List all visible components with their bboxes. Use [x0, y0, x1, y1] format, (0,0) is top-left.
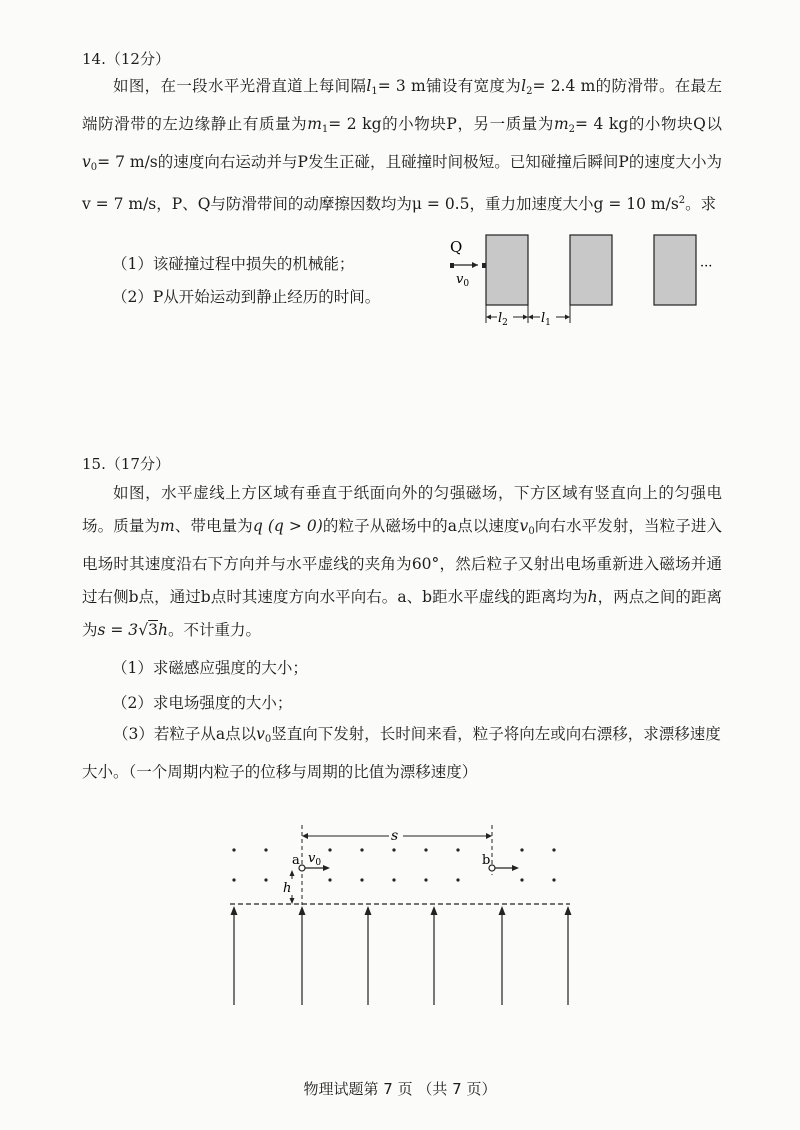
field-dot	[328, 878, 331, 881]
q14-text-5: 的小物块Q以	[628, 115, 722, 133]
q15-point-a	[299, 865, 305, 871]
q14-velocity-arrowhead	[472, 262, 478, 268]
q15-text-1: 如图，水平虚线上方区域有垂直于纸面向外的匀强磁场，下方区域有竖直向上的匀强电场。质量为	[82, 484, 722, 535]
q15-m: m	[160, 517, 175, 535]
q15-header	[82, 453, 170, 474]
q15-sub3-text-b: 竖直向下发射，长时间来看，粒子将向左或向右漂移，求漂移速度大小。（一个周期内粒子的位移与周期的比值为漂移速度）	[82, 725, 721, 781]
q14-text-3: 的防滑带。在最左端防滑带的左边缘静止有质量为	[82, 77, 722, 133]
field-arrow-head	[299, 906, 306, 915]
q14-strip-1	[486, 235, 528, 305]
q15-s-expr-a: s = 3	[97, 621, 139, 639]
q14-v0-value: = 7 m/s	[97, 153, 158, 171]
q15-text-2: 、带电量为	[174, 517, 253, 535]
field-dot	[552, 878, 555, 881]
q15-electric-field-arrows	[231, 906, 572, 1005]
q15-sub3: （3）若粒子从a点以$v_0$竖直向下发射，长时间来看，粒子将向左或向右漂移，求漂移速度大小。（一个周期内粒子的位移与周期的比值为漂移速度）	[82, 725, 721, 781]
page-footer: 物理试题第 7 页 （共 7 页）	[303, 1080, 497, 1098]
q14-dim-l1-left	[528, 315, 533, 320]
q15-number: 15.	[82, 455, 106, 473]
field-dot	[392, 848, 395, 851]
q14-sub2: （2）P从开始运动到静止经历的时间。	[112, 288, 381, 306]
q14-number: 14.	[82, 50, 106, 68]
q14-label-q: Q	[450, 238, 463, 256]
q14-l1-value: = 3 m	[377, 77, 426, 95]
q14-score: （12分）	[105, 50, 170, 68]
q15-s-expr-c: h	[157, 621, 168, 639]
q15-magnetic-field-dots	[232, 848, 555, 881]
q14-text-4: 的小物块P，另一质量为	[381, 115, 554, 133]
field-dot	[264, 878, 267, 881]
q15-label-a: a	[292, 853, 300, 868]
field-dot	[360, 848, 363, 851]
field-arrow-head	[431, 906, 438, 915]
field-dot	[328, 848, 331, 851]
field-dot	[232, 878, 235, 881]
q14-header	[82, 48, 170, 69]
q14-label-l2: $l_2$	[498, 311, 508, 328]
q15-sub2: （2）求电场强度的大小；	[112, 694, 293, 712]
q14-stem: 如图，在一段水平光滑直道上每间隔$l_1= 3$ m铺设有宽度为$l_2= 2.4$ m的防滑带。在最左端防滑带的左边缘静止有质量为$m_1= 2$ kg的小物块P，另一质量为$m_2= 4$ kg的小物块Q以$v_0= 7$ m/s的速度向右运动并与P发生正碰，且碰撞时间极短。已知碰撞后瞬间P的速度大小为v = 7 m/s，P、Q与防滑带间的动摩擦因数均为μ = 0.5，重力加速度大小g = 10 $m/s^2$。求	[82, 77, 722, 213]
q15-label-h: h	[283, 881, 292, 896]
q14-text-9: 。求	[685, 195, 717, 213]
q15-text-6: 。不计重力。	[167, 621, 261, 639]
q15-stem: 如图，水平虚线上方区域有垂直于纸面向外的匀强磁场，下方区域有竖直向上的匀强电场。质量为m、带电量为q (q > 0)的粒子从磁场中的a点以速度$v_0$向右水平发射，当粒子进入电场时其速度沿右下方向并与水平虚线的夹角为60°，然后粒子又射出电场重新进入磁场并通过右侧b点，通过b点时其速度方向水平向右。a、b距水平虚线的距离均为h，两点之间的距离为s = 3√3h。不计重力。	[82, 484, 722, 639]
q14-block-q	[450, 263, 454, 268]
q15-s-expr-b: 3	[148, 621, 158, 639]
q14-l2-value: = 2.4 m	[532, 77, 596, 95]
q14-label-l1: $l_1$	[541, 311, 551, 328]
field-dot	[360, 878, 363, 881]
field-arrow-head	[365, 906, 372, 915]
q14-g-value: g = 10 m/s	[593, 195, 679, 213]
q14-strip-2	[570, 235, 612, 305]
q15-label-v0: $v_0$	[308, 851, 322, 868]
q14-text-1: 如图，在一段水平光滑直道上每间隔	[113, 77, 367, 95]
q14-text-2: 铺设有宽度为	[425, 77, 522, 95]
field-dot	[520, 878, 523, 881]
q14-figure	[440, 225, 740, 335]
q15-score: （17分）	[105, 455, 170, 473]
field-arrow-head	[499, 906, 506, 915]
q15-dim-h-bottom	[290, 898, 295, 904]
field-arrow-head	[231, 906, 238, 915]
q15-sub1: （1）求磁感应强度的大小；	[112, 659, 308, 677]
q14-dim-l1-right	[565, 315, 570, 320]
field-dot	[392, 878, 395, 881]
q15-dim-h-top	[290, 870, 295, 876]
q14-text-7: ，P、Q与防滑带间的动摩擦因数均为	[156, 195, 412, 213]
q14-text-6: 的速度向右运动并与P发生正碰，且碰撞时间极短。已知碰撞后瞬间P的速度大小为	[157, 153, 722, 171]
q14-mu-value: μ = 0.5	[411, 195, 470, 213]
q14-v-value: v = 7 m/s	[82, 195, 157, 213]
q15-h: h	[587, 588, 598, 606]
q15-velocity-b-head	[512, 865, 519, 871]
q14-dim-l2-left	[486, 315, 491, 320]
q14-text-8: ，重力加速度大小	[469, 195, 594, 213]
field-dot	[456, 848, 459, 851]
q14-strip-3	[654, 235, 696, 305]
q14-dim-l2-right	[523, 315, 528, 320]
field-arrow-head	[565, 906, 572, 915]
q15-dim-s-left	[302, 833, 308, 839]
q15-label-b: b	[482, 853, 491, 868]
field-dot	[552, 848, 555, 851]
q15-text-5: ，两点之间的距离为	[82, 588, 722, 639]
q15-dim-s-right	[486, 833, 492, 839]
field-dot	[520, 848, 523, 851]
q15-q-expr: q (q > 0)	[252, 517, 323, 535]
field-dot	[424, 848, 427, 851]
q15-text-4: 向右水平发射，当粒子进入电场时其速度沿右下方向并与水平虚线的夹角为60°，然后粒子又射出电场重新进入磁场并通过右侧b点，通过b点时其速度方向水平向右。a、b距水平虚线的距离均为	[82, 517, 722, 606]
q15-text-3: 的粒子从磁场中的a点以速度	[322, 517, 520, 535]
q15-velocity-a-head	[323, 865, 330, 871]
q15-sub3-text-a: （3）若粒子从a点以	[113, 725, 257, 743]
q15-label-s: s	[391, 828, 399, 844]
q14-ellipsis: ···	[700, 259, 713, 274]
q14-block-p	[482, 263, 486, 268]
field-dot	[232, 848, 235, 851]
q14-sub1: （1）该碰撞过程中损失的机械能；	[112, 255, 355, 273]
q14-label-v0: $v_0$	[456, 272, 470, 289]
q14-m2-value: = 4 kg	[575, 115, 629, 133]
field-dot	[424, 878, 427, 881]
q14-m1-value: = 2 kg	[328, 115, 382, 133]
field-dot	[456, 878, 459, 881]
field-dot	[264, 848, 267, 851]
q15-figure	[220, 815, 590, 1015]
